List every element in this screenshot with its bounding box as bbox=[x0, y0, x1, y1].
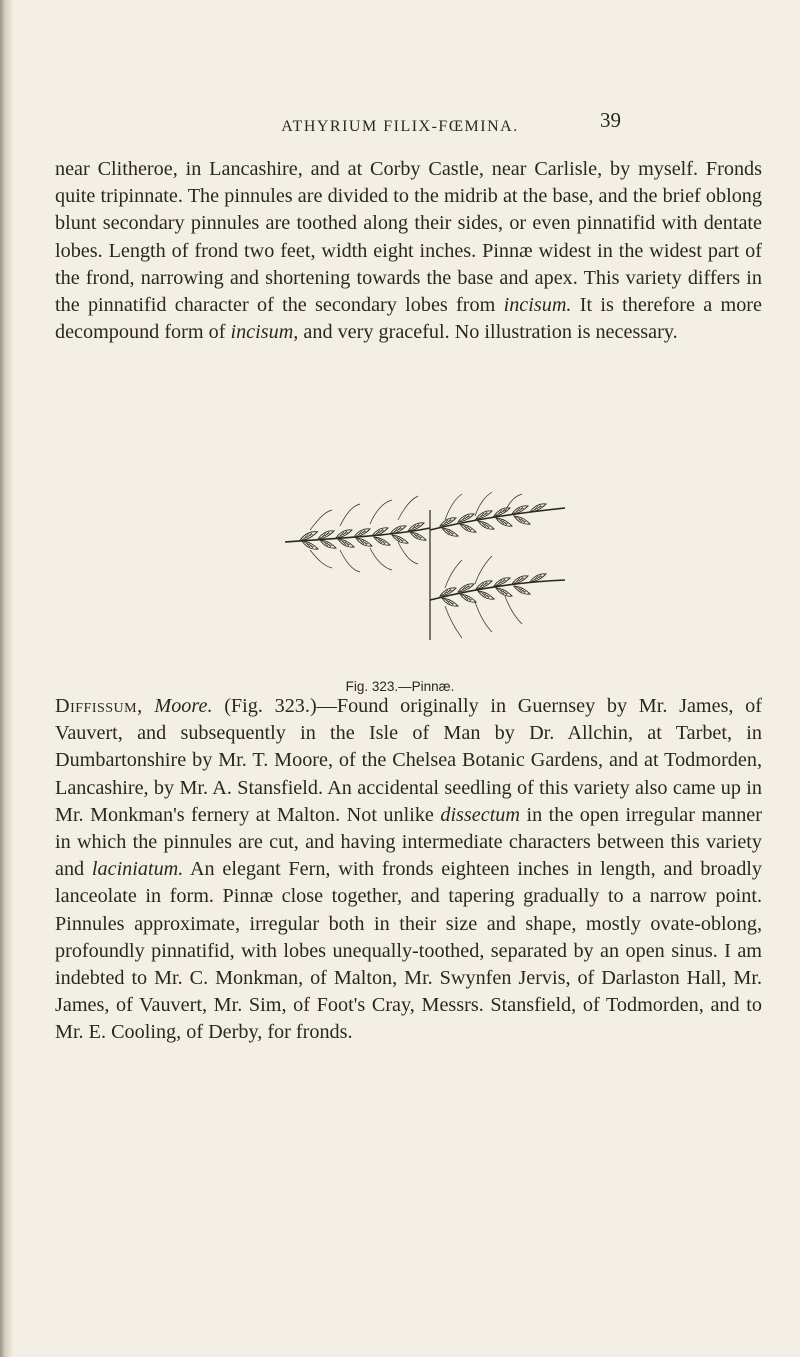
fern-pinnae-illustration bbox=[280, 490, 570, 660]
right-pinna-upper bbox=[430, 492, 565, 536]
right-pinna-lower bbox=[430, 556, 565, 638]
author-name: Moore. bbox=[154, 695, 213, 717]
left-pinna bbox=[285, 496, 430, 572]
figure-caption: Fig. 323.—Pinnæ. bbox=[345, 679, 455, 694]
page-number: 39 bbox=[600, 108, 621, 132]
variety-name: Diffissum, bbox=[55, 695, 143, 717]
running-title: ATHYRIUM FILIX-FŒMINA. bbox=[281, 118, 519, 135]
paragraph-diffissum-variety: Diffissum, Moore. (Fig. 323.)—Found originally in Guernsey by Mr. James, of Vauvert, and subsequently in the Isle of Man by Dr. Allchin, at Tarbet, in Dumbartonshire by Mr. T. Moore, of the Chelsea Botanic Gardens, and at Todmorden, Lancashire, by Mr. A. Stansfield. An accidental seedling of this variety also came up in Mr. Monkman's fernery at Malton. Not unlike dissectum in the open irregular manner in which the pinnules are cut, and having intermediate characters between this variety and laciniatum. An elegant Fern, with fronds eighteen inches in length, and broadly lanceolate in form. Pinnæ close together, and tapering gradually to a narrow point. Pinnules approximate, irregular both in their size and shape, mostly ovate-oblong, profoundly pinnatifid, with lobes unequally-toothed, separated by an open sinus. I am indebted to Mr. C. Monkman, of Malton, Mr. Swynfen Jervis, of Darlaston Hall, Mr. James, of Vauvert, Mr. Sim, of Foot's Cray, Messrs. Stansfield, of Todmorden, and to Mr. E. Cooling, of Derby, for fronds. bbox=[55, 695, 762, 1044]
paragraph-incisum-variety: near Clitheroe, in Lancashire, and at Corby Castle, near Carlisle, by myself. Fronds quite tripinnate. The pinnules are divided to the midrib at the base, and the brief oblong blunt secondary pinnules are toothed along their sides, or even pinnatifid with dentate lobes. Length of frond two feet, width eight inches. Pinnæ widest in the widest part of the frond, narrowing and shortening towards the base and apex. This variety differs in the pinnatifid character of the secondary lobes from incisum. It is therefore a more decompound form of incisum, and very graceful. No illustration is necessary. bbox=[55, 158, 762, 344]
